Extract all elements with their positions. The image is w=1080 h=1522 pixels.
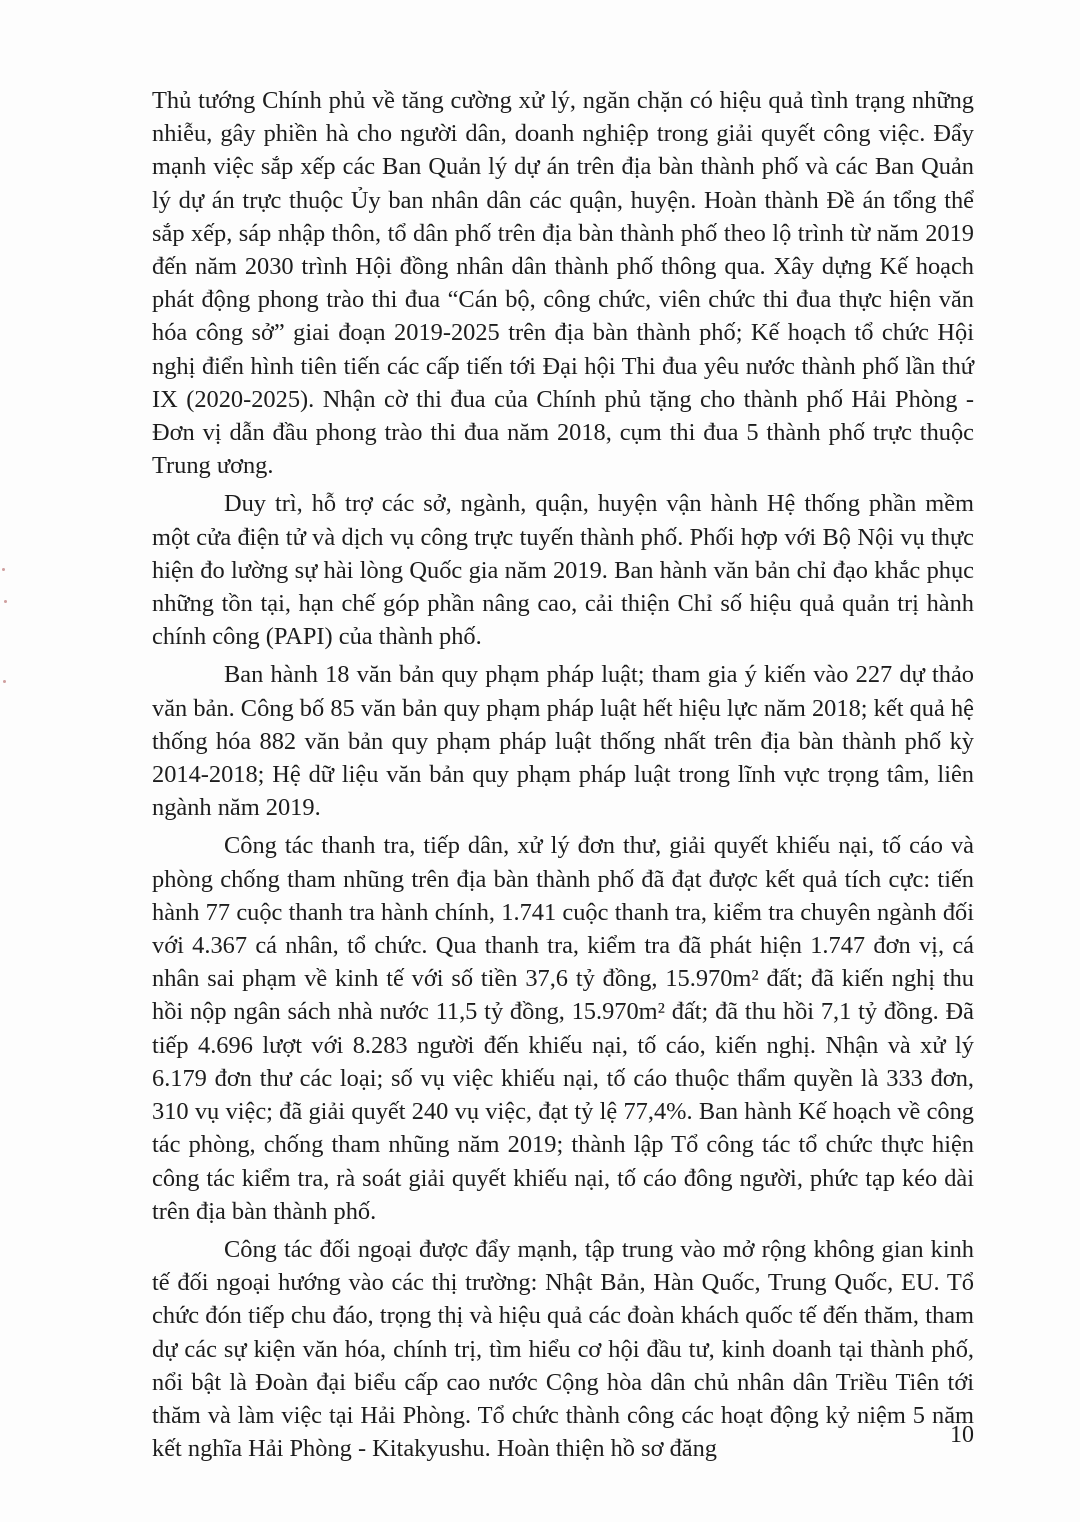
body-text — [152, 84, 974, 1470]
paragraph-3: Ban hành 18 văn bản quy phạm pháp luật; tham gia ý kiến vào 227 dự thảo văn bản. Công bố 85 văn bản quy phạm pháp luật hết hiệu lực năm 2018; kết quả hệ thống hóa 882 văn bản quy phạm pháp luật thống nhất trên địa bàn thành phố kỳ 2014-2018; Hệ dữ liệu văn bản quy phạm pháp luật trong lĩnh vực trọng tâm, liên ngành năm 2019. — [152, 661, 974, 822]
page-number: 10 — [950, 1422, 974, 1448]
paragraph-5: Công tác đối ngoại được đẩy mạnh, tập trung vào mở rộng không gian kinh tế đối ngoại hướng vào các thị trường: Nhật Bản, Hàn Quốc, Trung Quốc, EU. Tổ chức đón tiếp chu đáo, trọng thị và hiệu quả các đoàn khách quốc tế đến thăm, tham dự các sự kiện văn hóa, chính trị, tìm hiểu cơ hội đầu tư, kinh doanh tại thành phố, nổi bật là Đoàn đại biểu cấp cao nước Cộng hòa dân chủ nhân dân Triều Tiên tới thăm và làm việc tại Hải Phòng. Tổ chức thành công các hoạt động kỷ niệm 5 năm kết nghĩa Hải Phòng - Kitakyushu. Hoàn thiện hồ sơ đăng — [152, 1235, 974, 1463]
paragraph-4: Công tác thanh tra, tiếp dân, xử lý đơn thư, giải quyết khiếu nại, tố cáo và phòng chống tham nhũng trên địa bàn thành phố đã đạt được kết quả tích cực: tiến hành 77 cuộc thanh tra hành chính, 1.741 cuộc thanh tra, kiểm tra chuyên ngành đối với 4.367 cá nhân, tổ chức. Qua thanh tra, kiểm tra đã phát hiện 1.747 đơn vị, cá nhân sai phạm về kinh tế với số tiền 37,6 tỷ đồng, 15.970m² đất; đã kiến nghị thu hồi nộp ngân sách nhà nước 11,5 tỷ đồng, 15.970m² đất; đã thu hồi 7,1 tỷ đồng. Đã tiếp 4.696 lượt với 8.283 người đến khiếu nại, tố cáo, kiến nghị. Nhận và xử lý 6.179 đơn thư các loại; số vụ việc khiếu nại, tố cáo thuộc thẩm quyền là 333 đơn, 310 vụ việc; đã giải quyết 240 vụ việc, đạt tỷ lệ 77,4%. Ban hành Kế hoạch về công tác phòng, chống tham nhũng năm 2019; thành lập Tổ công tác tổ chức thực hiện công tác kiểm tra, rà soát giải quyết khiếu nại, tố cáo đông người, phức tạp kéo dài trên địa bàn thành phố. — [152, 832, 974, 1225]
paragraph-1: Thủ tướng Chính phủ về tăng cường xử lý, ngăn chặn có hiệu quả tình trạng những nhiễu, gây phiền hà cho người dân, doanh nghiệp trong giải quyết công việc. Đẩy mạnh việc sắp xếp các Ban Quản lý dự án trên địa bàn thành phố và các Ban Quản lý dự án trực thuộc Ủy ban nhân dân các quận, huyện. Hoàn thành Đề án tổng thể sắp xếp, sáp nhập thôn, tổ dân phố trên địa bàn thành phố theo lộ trình từ năm 2019 đến năm 2030 trình Hội đồng nhân dân thành phố thông qua. Xây dựng Kế hoạch phát động phong trào thi đua “Cán bộ, công chức, viên chức thi đua thực hiện văn hóa công sở” giai đoạn 2019-2025 trên địa bàn thành phố; Kế hoạch tổ chức Hội nghị điển hình tiên tiến các cấp tiến tới Đại hội Thi đua yêu nước thành phố lần thứ IX (2020-2025). Nhận cờ thi đua của Chính phủ tặng cho thành phố Hải Phòng - Đơn vị dẫn đầu phong trào thi đua năm 2018, cụm thi đua 5 thành phố trực thuộc Trung ương. — [152, 87, 974, 480]
scan-mark — [4, 600, 7, 603]
scan-mark — [3, 680, 6, 683]
paragraph-2: Duy trì, hỗ trợ các sở, ngành, quận, huyện vận hành Hệ thống phần mềm một cửa điện tử và dịch vụ công trực tuyến thành phố. Phối hợp với Bộ Nội vụ thực hiện đo lường sự hài lòng Quốc gia năm 2019. Ban hành văn bản chỉ đạo khắc phục những tồn tại, hạn chế góp phần nâng cao, cải thiện Chỉ số hiệu quả quản trị hành chính công (PAPI) của thành phố. — [152, 490, 974, 651]
scan-mark — [2, 568, 5, 571]
